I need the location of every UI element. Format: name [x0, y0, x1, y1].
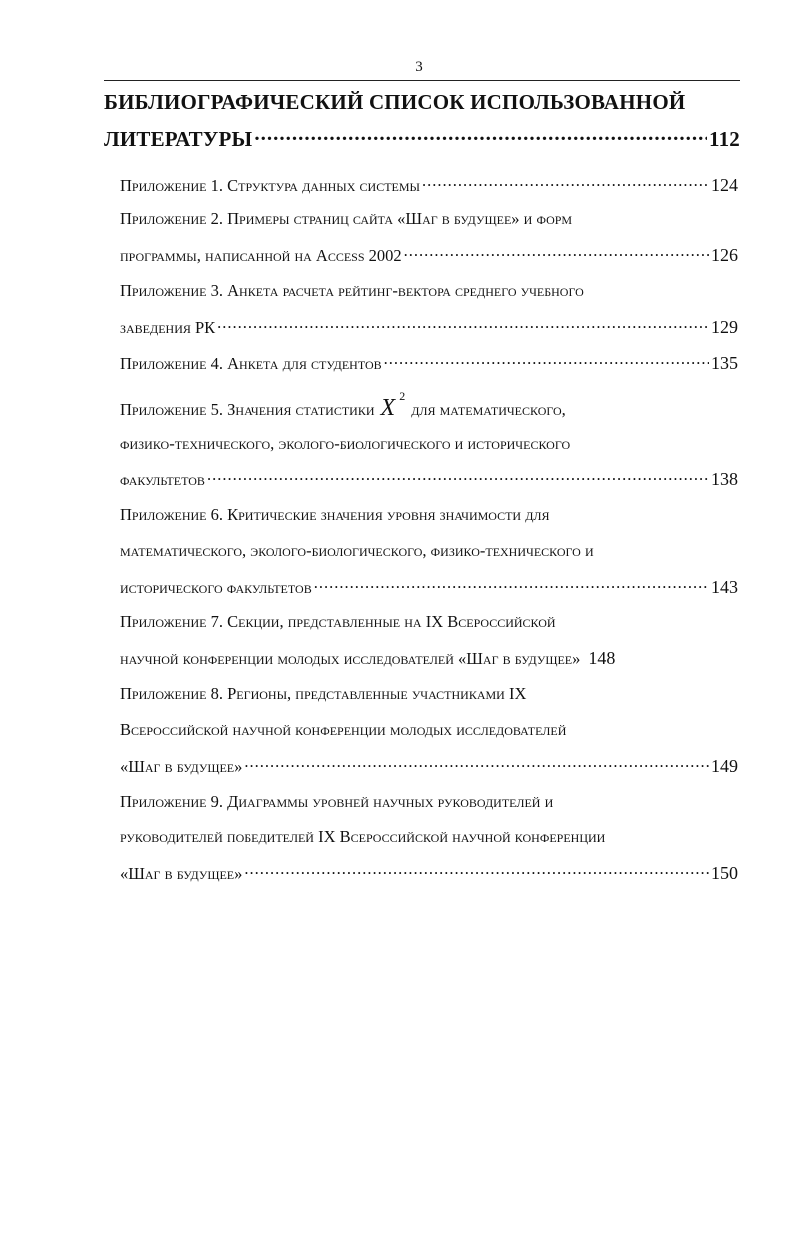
toc-appendix-6-line1 — [120, 505, 550, 525]
dot-leader — [422, 174, 709, 191]
toc-appendix-2-title-cont: программы, написанной на Access 2002 — [120, 245, 402, 265]
toc-appendix-3-page: 129 — [711, 316, 738, 337]
toc-appendix-9-title-end: «Шаг в будущее» — [120, 863, 243, 883]
toc-bibliography-line1 — [104, 90, 744, 115]
dot-leader — [314, 576, 709, 593]
toc-appendix-1-page: 124 — [711, 174, 738, 195]
toc-appendix-8-page: 149 — [711, 755, 738, 776]
page-number: 3 — [415, 59, 423, 75]
toc-appendix-3-title-cont: заведения РК — [120, 317, 216, 337]
toc-appendix-6-page: 143 — [711, 576, 738, 597]
toc-appendix-9-line3[interactable] — [120, 862, 738, 884]
toc-appendix-5-title-end: факультетов — [120, 469, 205, 489]
toc-appendix-6-title: Приложение 6. Критические значения уровня значимости для — [120, 505, 550, 524]
toc-appendix-2-title: Приложение 2. Примеры страниц сайта «Шаг в будущее» и форм — [120, 209, 573, 228]
toc-appendix-2-page: 126 — [711, 244, 738, 265]
dot-leader — [207, 468, 709, 485]
toc-appendix-8-line2 — [120, 720, 566, 740]
dot-leader — [244, 862, 709, 879]
dot-leader — [244, 755, 709, 772]
toc-bibliography-line2[interactable] — [104, 125, 740, 152]
toc-appendix-8-line1 — [120, 684, 526, 704]
toc-bibliography-title-cont: ЛИТЕРАТУРЫ — [104, 127, 253, 151]
toc-appendix-7-line1 — [120, 612, 556, 632]
toc-appendix-3-line2[interactable] — [120, 316, 738, 338]
toc-appendix-9-page: 150 — [711, 862, 738, 883]
toc-appendix-7-title-cont: научной конференции молодых исследователей «Шаг в будущее» — [120, 649, 581, 668]
toc-appendix-5-page: 138 — [711, 468, 738, 489]
toc-appendix-3-line1 — [120, 281, 584, 301]
toc-appendix-6-title-end: исторического факультетов — [120, 577, 312, 597]
toc-appendix-4-page: 135 — [711, 352, 738, 373]
toc-appendix-1[interactable] — [120, 174, 738, 196]
toc-appendix-9-title-cont: руководителей победителей IX Всероссийской научной конференции — [120, 827, 606, 846]
toc-appendix-5-line2 — [120, 434, 570, 454]
toc-appendix-5-title: Приложение 5. Значения статистики — [120, 400, 375, 419]
toc-bibliography-page: 112 — [709, 127, 740, 151]
toc-appendix-4[interactable] — [120, 352, 738, 374]
toc-appendix-8-title-cont: Всероссийской научной конференции молодых исследователей — [120, 720, 567, 739]
toc-appendix-5-line3[interactable] — [120, 468, 738, 490]
toc-appendix-8-title-end: «Шаг в будущее» — [120, 756, 243, 776]
chi-exponent: 2 — [399, 389, 406, 403]
toc-appendix-6-line3[interactable] — [120, 576, 738, 598]
dot-leader — [254, 125, 707, 146]
toc-bibliography-title: БИБЛИОГРАФИЧЕСКИЙ СПИСОК ИСПОЛЬЗОВАННОЙ — [104, 90, 686, 114]
toc-appendix-9-line2 — [120, 827, 605, 847]
toc-appendix-2-line1 — [120, 209, 572, 229]
toc-appendix-7-page: 148 — [588, 648, 616, 668]
chi-square-symbol — [380, 389, 406, 422]
dot-leader — [404, 244, 709, 261]
toc-appendix-8-line3[interactable] — [120, 755, 738, 777]
toc-appendix-1-title: Приложение 1. Структура данных системы — [120, 175, 421, 195]
chi-symbol: X — [380, 395, 396, 421]
toc-appendix-2-line2[interactable] — [120, 244, 738, 266]
dot-leader — [384, 352, 709, 369]
toc-appendix-5-line1 — [120, 389, 566, 422]
toc-appendix-4-title: Приложение 4. Анкета для студентов — [120, 353, 382, 373]
toc-appendix-7-line2[interactable] — [120, 648, 738, 669]
toc-appendix-9-line1 — [120, 792, 553, 812]
toc-appendix-9-title: Приложение 9. Диаграммы уровней научных руководителей и — [120, 792, 554, 811]
toc-appendix-6-line2 — [120, 541, 594, 561]
toc-appendix-8-title: Приложение 8. Регионы, представленные участниками IX — [120, 684, 527, 703]
toc-appendix-5-title-cont: физико-технического, эколого-биологического и исторического — [120, 434, 571, 453]
toc-appendix-6-title-cont: математического, эколого-биологического, физико-технического и — [120, 541, 594, 560]
dot-leader — [217, 316, 709, 333]
toc-appendix-7-title: Приложение 7. Секции, представленные на IX Всероссийской — [120, 612, 556, 631]
toc-appendix-3-title: Приложение 3. Анкета расчета рейтинг-вектора среднего учебного — [120, 281, 584, 300]
toc-appendix-5-title-after: для математического, — [411, 400, 566, 419]
